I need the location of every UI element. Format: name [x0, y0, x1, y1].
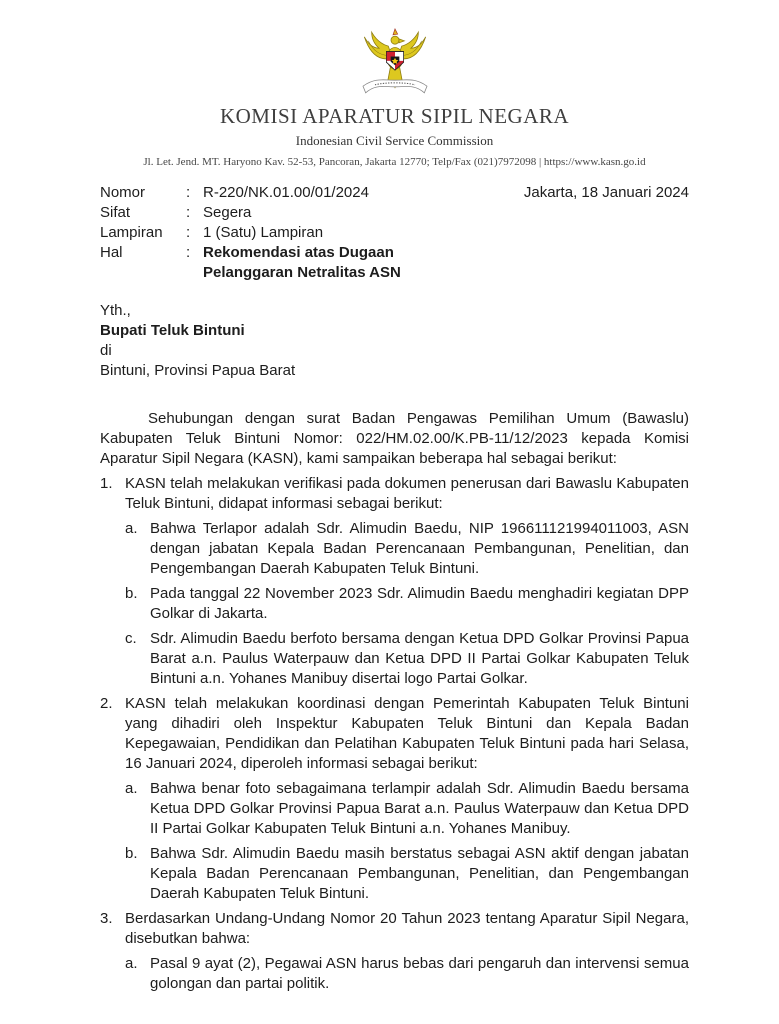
sub-item-letter: c.	[125, 630, 137, 647]
garuda-pancasila-emblem	[100, 26, 689, 101]
date-place: Jakarta, 18 Januari 2024	[523, 184, 689, 201]
meta-label-nomor: Nomor	[100, 184, 146, 201]
sub-item-text: Bahwa benar foto sebagaimana terlampir adalah Sdr. Alimudin Baedu bersama Ketua DPD Golkar Provinsi Papua Barat a.n. Paulus Waterpauw dan Ketua DPD II Partai Golkar Kabupaten Teluk Bintuni a.n. Yohanes Manibuy.	[150, 780, 689, 837]
meta-colon: :	[186, 224, 191, 241]
meta-value-nomor: R-220/NK.01.00/01/2024	[203, 184, 369, 201]
list-item-number: 1.	[100, 475, 113, 492]
meta-colon: :	[186, 204, 191, 221]
hal-line-1: Rekomendasi atas Dugaan	[203, 244, 394, 261]
meta-label-hal: Hal	[100, 244, 123, 261]
list-item-text: KASN telah melakukan verifikasi pada dokumen penerusan dari Bawaslu Kabupaten Teluk Bintuni, didapat informasi sebagai berikut:	[125, 475, 689, 512]
letterhead	[100, 26, 689, 169]
meta-label-sifat: Sifat	[100, 204, 131, 221]
list-item-2	[100, 694, 689, 904]
list-item-number: 3.	[100, 910, 113, 927]
letter-meta	[100, 183, 689, 283]
sub-item-text: Bahwa Sdr. Alimudin Baedu masih berstatus sebagai ASN aktif dengan jabatan Kepala Badan Perencanaan Pembangunan, Penelitian, dan Pengembangan Daerah Kabupaten Teluk Bintuni.	[150, 845, 689, 902]
meta-row-hal	[100, 243, 401, 283]
recipient-preposition: di	[100, 342, 112, 359]
meta-colon: :	[186, 244, 191, 261]
sub-item-text: Pada tanggal 22 November 2023 Sdr. Alimudin Baedu menghadiri kegiatan DPP Golkar di Jakarta.	[150, 585, 689, 622]
sub-item-1b	[125, 584, 689, 624]
list-item-content	[125, 909, 689, 994]
org-subtitle: Indonesian Civil Service Commission	[295, 133, 494, 148]
meta-label-lampiran: Lampiran	[100, 224, 163, 241]
sub-item-letter: b.	[125, 585, 138, 602]
sub-item-3a	[125, 954, 689, 994]
list-item-3	[100, 909, 689, 994]
list-item-content	[125, 474, 689, 689]
sub-item-text: Sdr. Alimudin Baedu berfoto bersama dengan Ketua DPD Golkar Provinsi Papua Barat a.n. Paulus Waterpauw dan Ketua DPD II Partai Golkar Kabupaten Teluk Bintuni a.n. Yohanes Manibuy disertai logo Partai Golkar.	[150, 630, 689, 687]
hal-line-2: Pelanggaran Netralitas ASN	[203, 264, 401, 281]
sub-item-letter: a.	[125, 955, 138, 972]
list-item-text: KASN telah melakukan koordinasi dengan Pemerintah Kabupaten Teluk Bintuni yang dihadiri oleh Inspektur Kabupaten Teluk Bintuni dan Kepala Badan Kepegawaian, Pendidikan dan Pelatihan Kabupaten Teluk Bintuni pada hari Selasa, 16 Januari 2024, diperoleh informasi sebagai berikut:	[125, 695, 689, 772]
list-item-content	[125, 694, 689, 904]
sub-item-1c	[125, 629, 689, 689]
list-item-text: Berdasarkan Undang-Undang Nomor 20 Tahun 2023 tentang Aparatur Sipil Negara, disebutkan bahwa:	[125, 910, 689, 947]
meta-fields	[100, 183, 401, 283]
opening-paragraph: Sehubungan dengan surat Badan Pengawas Pemilihan Umum (Bawaslu) Kabupaten Teluk Bintuni Nomor: 022/HM.02.00/K.PB-11/12/2023 kepada Komisi Aparatur Sipil Negara (KASN), kami sampaikan beberapa hal sebagai berikut:	[100, 410, 689, 467]
sub-item-text: Bahwa Terlapor adalah Sdr. Alimudin Baedu, NIP 196611121994011003, ASN dengan jabatan Kepala Badan Perencanaan Pembangunan, Penelitian, dan Pengembangan Daerah Kabupaten Teluk Bintuni.	[150, 520, 689, 577]
org-address: Jl. Let. Jend. MT. Haryono Kav. 52-53, Pancoran, Jakarta 12770; Telp/Fax (021)7972098 | https://www.kasn.go.id	[143, 156, 646, 168]
recipient-location: Bintuni, Provinsi Papua Barat	[100, 362, 296, 379]
sub-item-letter: b.	[125, 845, 138, 862]
list-item-1	[100, 474, 689, 689]
meta-colon: :	[186, 184, 191, 201]
meta-row-lampiran	[100, 223, 401, 243]
recipient-block	[100, 301, 689, 381]
sub-item-letter: a.	[125, 780, 138, 797]
meta-row-nomor	[100, 183, 401, 203]
sub-item-letter: a.	[125, 520, 138, 537]
org-name: KOMISI APARATUR SIPIL NEGARA	[219, 104, 570, 128]
meta-value-lampiran: 1 (Satu) Lampiran	[203, 224, 324, 241]
meta-value-sifat: Segera	[203, 204, 252, 221]
recipient-salutation: Yth.,	[100, 302, 131, 319]
recipient-name: Bupati Teluk Bintuni	[100, 322, 245, 339]
list-item-number: 2.	[100, 695, 113, 712]
sub-item-1a	[125, 519, 689, 579]
letter-body	[100, 409, 689, 994]
meta-value-hal	[203, 243, 401, 283]
sub-item-text: Pasal 9 ayat (2), Pegawai ASN harus bebas dari pengaruh dan intervensi semua golongan dan partai politik.	[150, 955, 689, 992]
meta-row-sifat	[100, 203, 401, 223]
sub-item-2a	[125, 779, 689, 839]
sub-item-2b	[125, 844, 689, 904]
